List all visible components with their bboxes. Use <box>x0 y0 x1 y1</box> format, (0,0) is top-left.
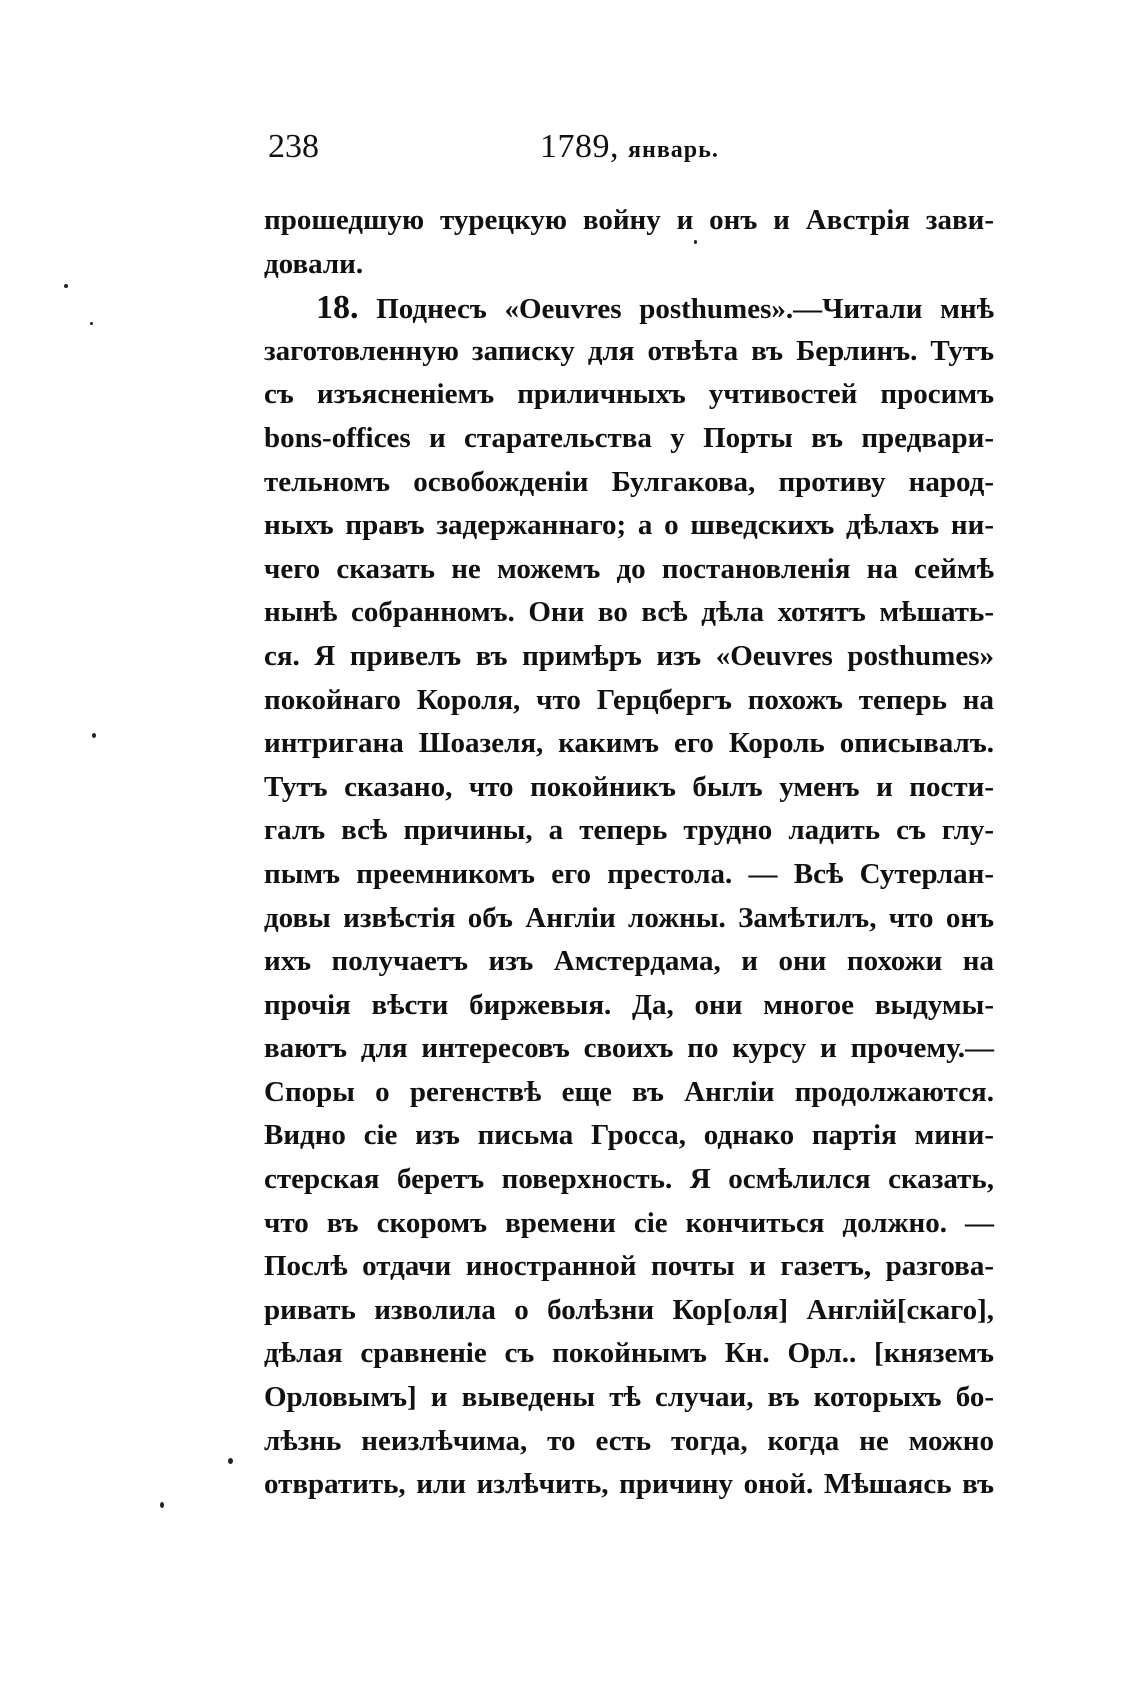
text-line: съ изъясненіемъ приличныхъ учтивостей просимъ <box>264 378 994 411</box>
text-line: Споры о регенствѣ еще въ Англіи продолжаются. <box>264 1075 994 1108</box>
text-line: Орловымъ] и выведены тѣ случаи, въ которыхъ бо- <box>264 1381 994 1414</box>
text-line: чего сказать не можемъ до постановленія на сеймѣ <box>264 552 994 585</box>
text-line: прошедшую турецкую войну и онъ и Австрія зави- <box>264 204 994 236</box>
text-line: дѣлая сравненіе съ покойнымъ Кн. Орл.. [княземъ <box>264 1337 994 1370</box>
text-line: отвратить, или излѣчить, причину оной. Мѣшаясь въ <box>264 1468 994 1501</box>
scan-speck <box>90 322 93 325</box>
text-line: Видно сіе изъ письма Гросса, однако партія мини- <box>264 1119 994 1152</box>
text-line: bons-offices и старательства у Порты въ предвари- <box>264 421 994 454</box>
scan-speck <box>160 1502 164 1508</box>
scan-speck <box>228 1458 233 1464</box>
text-line: что въ скоромъ времени сіе кончиться должно. — <box>264 1206 994 1239</box>
page-number: 238 <box>268 128 319 165</box>
text-line: прочія вѣсти биржевыя. Да, они многое выдумы- <box>264 988 994 1021</box>
running-head-year: 1789, <box>540 128 619 165</box>
entry-first-line <box>264 286 994 330</box>
text-line: ихъ получаетъ изъ Амстердама, и они похожи на <box>264 945 994 978</box>
running-head <box>540 128 719 166</box>
text-line: заготовленную записку для отвѣта въ Берлинъ. Тутъ <box>264 334 994 367</box>
text-line: лѣзнь неизлѣчима, то есть тогда, когда не можно <box>264 1424 994 1457</box>
text-line: нынѣ собранномъ. Они во всѣ дѣла хотятъ мѣшать- <box>264 596 994 629</box>
scan-speck <box>694 240 697 244</box>
text-line: ся. Я привелъ въ примѣръ изъ «Oeuvres posthumes» <box>264 639 994 672</box>
scan-speck <box>92 733 96 738</box>
text-line: пымъ преемникомъ его престола. — Всѣ Сутерлан- <box>264 857 994 890</box>
text-line: тельномъ освобожденіи Булгакова, противу народ- <box>264 465 994 498</box>
text-line: Послѣ отдачи иностранной почты и газетъ, разгова- <box>264 1250 994 1283</box>
text-line: довы извѣстія объ Англіи ложны. Замѣтилъ, что онъ <box>264 901 994 934</box>
text-line: Тутъ сказано, что покойникъ былъ уменъ и пости- <box>264 770 994 803</box>
text-line: ныхъ правъ задержаннаго; а о шведскихъ дѣлахъ ни- <box>264 509 994 542</box>
text-line: Поднесъ «Oeuvres posthumes».—Читали мнѣ <box>376 293 994 326</box>
page-header <box>268 128 990 178</box>
text-line: стерская беретъ поверхность. Я осмѣлился сказать, <box>264 1163 994 1196</box>
body-text <box>264 199 994 1507</box>
entry-number: 18. <box>316 289 359 327</box>
text-line: галъ всѣ причины, а теперь трудно ладить съ глу- <box>264 814 994 847</box>
text-line: покойнаго Короля, что Герцбергъ похожъ теперь на <box>264 683 994 716</box>
text-line: ваютъ для интересовъ своихъ по курсу и прочему.— <box>264 1032 994 1065</box>
text-line: интригана Шоазеля, какимъ его Король описывалъ. <box>264 727 994 760</box>
scan-speck <box>64 284 68 288</box>
text-line: ривать изволила о болѣзни Кор[оля] Англій[скаго], <box>264 1293 994 1326</box>
text-line: довали. <box>264 247 364 280</box>
running-head-month: январь. <box>628 137 719 163</box>
